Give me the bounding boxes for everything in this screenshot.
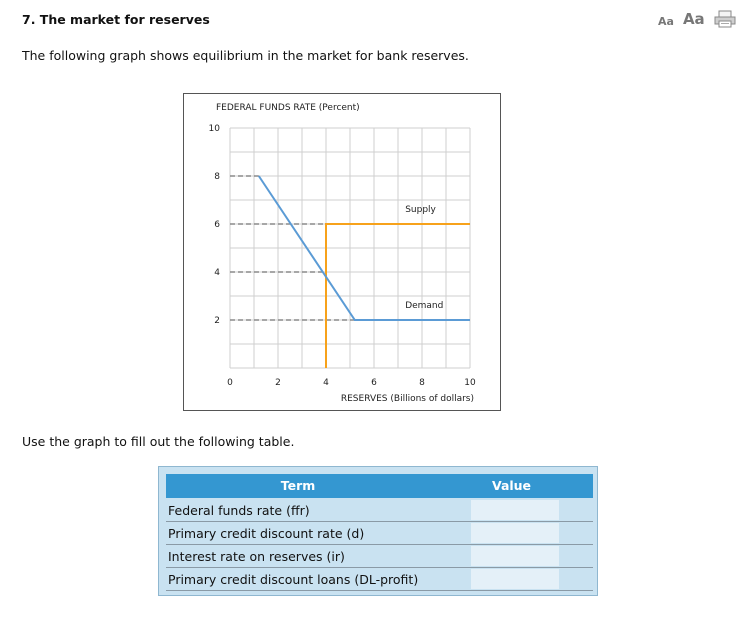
value-input-ffr[interactable]	[471, 500, 559, 520]
y-tick-label: 10	[208, 124, 220, 134]
value-input-discount-rate[interactable]	[471, 523, 559, 543]
x-tick-label: 0	[227, 378, 233, 388]
intro-text: The following graph shows equilibrium in the market for bank reserves.	[22, 48, 469, 63]
x-tick-label: 10	[464, 378, 476, 388]
y-tick-label: 8	[214, 172, 220, 182]
y-tick-label: 2	[214, 316, 220, 326]
annotation-demand-label: Demand	[405, 301, 444, 311]
font-size-controls	[658, 10, 736, 28]
x-tick-label: 2	[275, 378, 281, 388]
table-row-discount-loans	[166, 568, 593, 591]
chart-svg	[184, 94, 502, 412]
term-label: Interest rate on reserves (ir)	[168, 549, 345, 564]
print-icon[interactable]	[714, 10, 736, 28]
annotation-supply-label: Supply	[405, 205, 436, 215]
y-axis-label: FEDERAL FUNDS RATE (Percent)	[216, 103, 360, 113]
value-input-discount-loans[interactable]	[471, 569, 559, 589]
header-term: Term	[280, 478, 316, 493]
instruction-text: Use the graph to fill out the following table.	[22, 434, 295, 449]
reserves-market-graph	[183, 93, 501, 411]
x-axis-label: RESERVES (Billions of dollars)	[340, 394, 474, 404]
value-input-interest-on-reserves[interactable]	[471, 546, 559, 566]
question-title: 7. The market for reserves	[22, 12, 210, 27]
answer-table	[158, 466, 598, 596]
x-tick-label: 8	[419, 378, 425, 388]
y-tick-label: 4	[214, 268, 220, 278]
x-tick-label: 4	[323, 378, 329, 388]
table-row-discount-rate	[166, 522, 593, 545]
table-row-interest-on-reserves	[166, 545, 593, 568]
table-row-ffr	[166, 499, 593, 522]
term-label: Primary credit discount loans (DL-profit)	[168, 572, 419, 587]
table-header	[166, 474, 593, 498]
increase-font-button[interactable]: Aa	[682, 10, 705, 28]
y-tick-label: 6	[214, 220, 220, 230]
x-tick-label: 6	[371, 378, 377, 388]
header-value: Value	[491, 478, 532, 493]
term-label: Primary credit discount rate (d)	[168, 526, 365, 541]
term-label: Federal funds rate (ffr)	[168, 503, 310, 518]
decrease-font-button[interactable]: Aa	[658, 15, 674, 28]
